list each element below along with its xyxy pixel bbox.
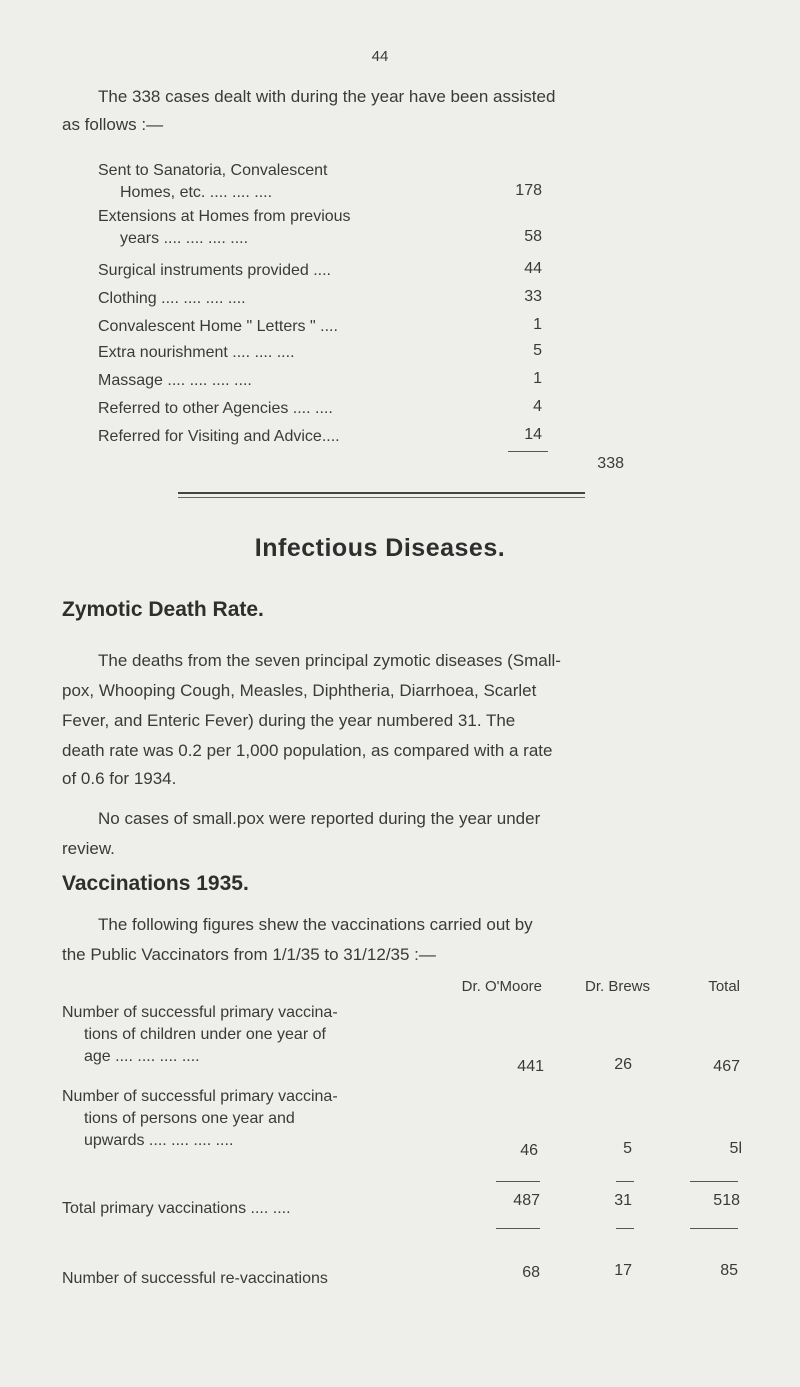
case-value: 33 — [524, 288, 542, 305]
vacc-row-children: Number of successful primary vaccina- tions of children under one year of age .... .... .... .... — [62, 1004, 338, 1065]
section-divider-bottom — [178, 497, 585, 498]
subtotal-rule — [508, 451, 548, 452]
zymotic-line: The deaths from the seven principal zymotic diseases (Small- — [98, 651, 561, 670]
zymotic-line: death rate was 0.2 per 1,000 population, as compared with a rate — [62, 741, 553, 760]
intro-line-1: The 338 cases dealt with during the year have been assisted — [98, 87, 556, 106]
column-header-omoore: Dr. O'Moore — [461, 978, 542, 995]
vacc-row-revaccinations: Number of successful re-vaccinations — [62, 1270, 328, 1287]
zymotic-heading: Zymotic Death Rate. — [62, 598, 264, 621]
subtotal-rule — [496, 1181, 540, 1182]
total-rule — [690, 1228, 738, 1229]
vacc-row-total-primary: Total primary vaccinations .... .... — [62, 1200, 291, 1217]
case-item: Convalescent Home " Letters " .... — [98, 318, 338, 335]
vacc-value: 85 — [720, 1262, 738, 1279]
vaccinations-heading: Vaccinations 1935. — [62, 872, 249, 895]
vacc-value: 5l — [729, 1140, 742, 1157]
vacc-intro-line: the Public Vaccinators from 1/1/35 to 31/12/35 :— — [62, 945, 436, 964]
vacc-value: 518 — [713, 1192, 740, 1209]
vacc-row-persons: Number of successful primary vaccina- tions of persons one year and upwards .... .... .... .... — [62, 1088, 338, 1149]
vacc-value: 467 — [713, 1058, 740, 1075]
infectious-diseases-heading: Infectious Diseases. — [254, 534, 506, 562]
case-value: 5 — [533, 342, 542, 359]
cases-total: 338 — [597, 455, 624, 472]
case-item: Clothing .... .... .... .... — [98, 290, 246, 307]
case-item: Extra nourishment .... .... .... — [98, 344, 295, 361]
column-header-brews: Dr. Brews — [584, 978, 650, 995]
subtotal-rule — [690, 1181, 738, 1182]
vacc-value: 31 — [614, 1192, 632, 1209]
zymotic-line: pox, Whooping Cough, Measles, Diphtheria, Diarrhoea, Scarlet — [62, 681, 537, 700]
zymotic-line: Fever, and Enteric Fever) during the year numbered 31. The — [62, 711, 516, 730]
case-value: 178 — [515, 182, 542, 199]
section-divider-top — [178, 492, 585, 494]
case-value: 4 — [533, 398, 542, 415]
subtotal-rule — [616, 1181, 634, 1182]
intro-line-2: as follows :— — [62, 115, 164, 134]
case-item: Referred for Visiting and Advice.... — [98, 428, 340, 445]
vacc-value: 17 — [614, 1262, 632, 1279]
vacc-value: 46 — [520, 1142, 538, 1159]
case-item: Extensions at Homes from previous years .... .... .... .... — [98, 208, 351, 247]
vacc-intro-line: The following figures shew the vaccinations carried out by — [98, 915, 533, 934]
case-value: 44 — [524, 260, 542, 277]
vacc-value: 68 — [522, 1264, 540, 1281]
total-rule — [496, 1228, 540, 1229]
vacc-value: 5 — [623, 1140, 632, 1157]
smallpox-line: review. — [62, 839, 115, 858]
case-value: 58 — [524, 228, 542, 245]
smallpox-line: No cases of small.pox were reported during the year under — [98, 809, 541, 828]
vacc-value: 487 — [513, 1192, 540, 1209]
page-number: 44 — [371, 48, 389, 65]
case-item: Referred to other Agencies .... .... — [98, 400, 333, 417]
case-item: Surgical instruments provided .... — [98, 262, 331, 279]
vacc-value: 441 — [517, 1058, 544, 1075]
column-header-total: Total — [708, 978, 740, 995]
vacc-value: 26 — [614, 1056, 632, 1073]
zymotic-line: of 0.6 for 1934. — [62, 769, 177, 788]
case-value: 1 — [533, 370, 542, 387]
case-value: 1 — [533, 316, 542, 333]
total-rule — [616, 1228, 634, 1229]
case-item: Massage .... .... .... .... — [98, 372, 252, 389]
case-item: Sent to Sanatoria, Convalescent Homes, etc. .... .... .... — [98, 162, 328, 201]
case-value: 14 — [524, 426, 542, 443]
